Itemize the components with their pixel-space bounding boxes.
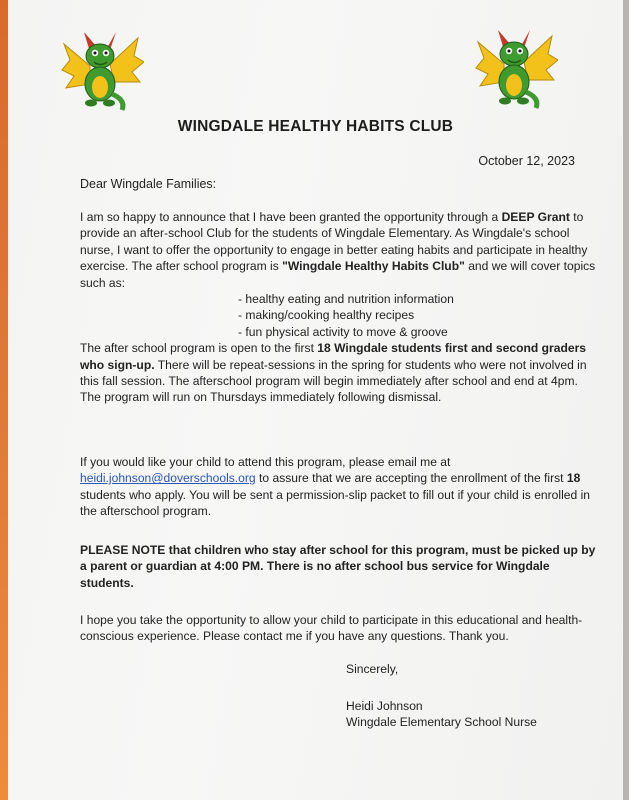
dragon-mascot-icon	[60, 26, 144, 112]
orange-border	[0, 0, 8, 800]
letter-page	[8, 0, 623, 800]
closing-paragraph: I hope you take the opportunity to allow your child to participate in this educational and health-conscious experience. Please contact me if you have any questions. Thank you.	[80, 613, 583, 644]
dragon-mascot-icon	[474, 24, 558, 110]
signup-paragraph: If you would like your child to attend this program, please email me at heidi.johnson@doverschools.org to assure that we are accepting the enrollment of the first 18 students who apply. You will be sent a permission-slip packet to fill out if your child is enrolled in the afterschool program.	[80, 455, 590, 519]
signature-block	[346, 698, 606, 731]
topics-list	[80, 291, 600, 340]
list-item: - fun physical activity to move & groove	[238, 324, 600, 340]
signoff: Sincerely,	[346, 662, 399, 676]
email-link[interactable]: heidi.johnson@doverschools.org	[80, 471, 256, 486]
list-item: - making/cooking healthy recipes	[238, 307, 600, 323]
intro-paragraph: I am so happy to announce that I have been granted the opportunity through a DEEP Grant to provide an after-school Club for the students of Wingdale Elementary. As Wingdale's school nurse, I want to offer the opportunity to engage in better eating habits and participate in healthy exercise. The after school program is "Wingdale Healthy Habits Club" and we will cover topics such as: - healthy eating and nutrition information - making/cooking healthy recipes - fun physical activity to move & groove The after school program is open to the first 18 Wingdale students first and second graders who sign-up. There will be repeat-sessions in the spring for students who were not involved in this fall session. The afterschool program will begin immediately after school and end at 4pm. The program will run on Thursdays immediately following dismissal.	[80, 209, 600, 406]
signer-title: Wingdale Elementary School Nurse	[346, 715, 537, 730]
letter-title: WINGDALE HEALTHY HABITS CLUB	[177, 118, 454, 135]
background-strip	[623, 0, 629, 800]
salutation: Dear Wingdale Families:	[80, 177, 217, 191]
signer-name: Heidi Johnson	[346, 699, 423, 713]
list-item: - healthy eating and nutrition information	[238, 291, 600, 307]
pickup-note: PLEASE NOTE that children who stay after school for this program, must be picked up by a parent or guardian at 4:00 PM. There is no after school bus service for Wingdale students.	[80, 543, 596, 590]
letter-date: October 12, 2023	[478, 154, 575, 168]
